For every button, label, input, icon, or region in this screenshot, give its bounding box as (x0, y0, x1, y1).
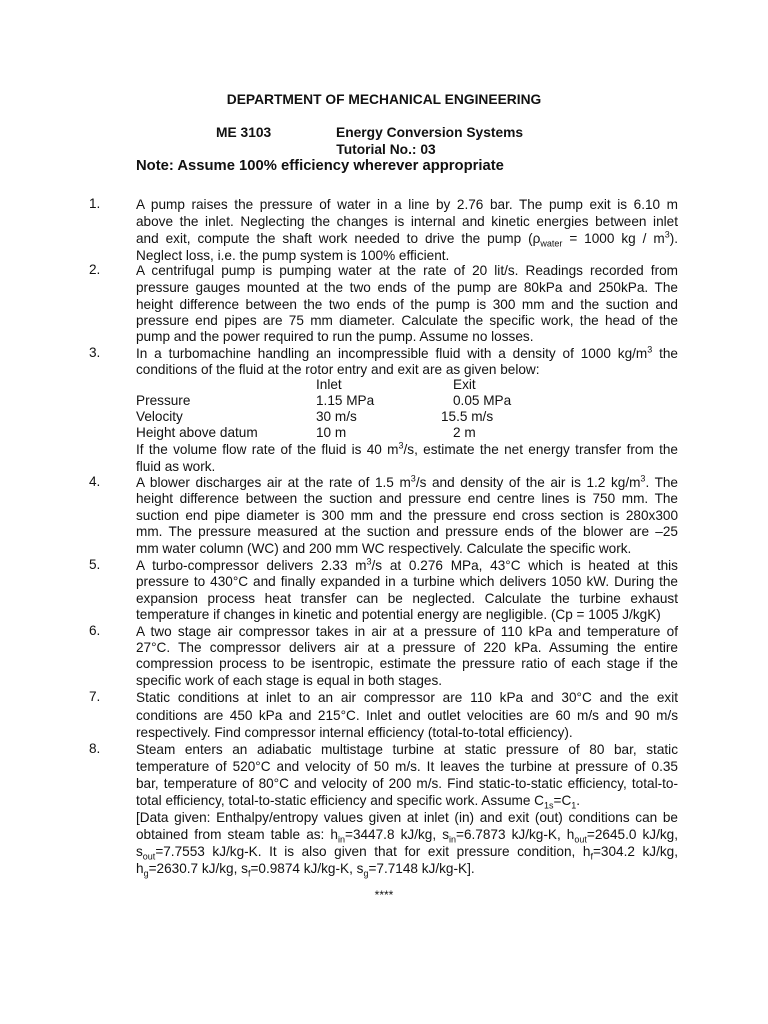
q3-line-2: conditions of the fluid at the rotor entry and exit are as given below: (136, 362, 540, 377)
q7-line-2: conditions are 450 kPa and 215°C. Inlet and outlet velocities are 60 m/s and 90 m/s (136, 708, 678, 723)
q8-line-8: $h_g=2630.7$ kJ/kg, $s_f=0.9874$ kJ/kg-K, $s_g=7.7148$ kJ/kg-K]. (136, 861, 475, 879)
q5-line-3: expansion process heat transfer can be neglected. Calculate the turbine exhaust (136, 591, 678, 606)
q1-line-1: A pump raises the pressure of water in a line by 2.76 bar. The pump exit is 6.10 m (136, 197, 678, 212)
q3-line-4: fluid as work. (136, 459, 216, 474)
q5-line-4: temperature if changes in kinetic and potential energy are negligible. (Cp = 1005 J/kgK) (136, 607, 661, 622)
q3-line-1: In a turbomachine handling an incompressible fluid with a density of 1000 $kg/m^3$ the (136, 344, 678, 361)
q7-line-1: Static conditions at inlet to an air compressor are 110 kPa and 30°C and the exit (136, 690, 678, 705)
table-cell-inlet: 30 m/s (316, 409, 357, 424)
q6-line-4: specific work of each stage is equal in both stages. (136, 673, 443, 688)
course-code: ME 3103 (216, 125, 272, 140)
course-title: Energy Conversion Systems (336, 125, 524, 140)
q2-line-2: pressure gauges mounted at the two ends of the pump are 80kPa and 250kPa. The (136, 280, 678, 295)
table-row-label: Pressure (136, 393, 191, 408)
q2-line-5: pump and the power required to run the pump. Assume no losses. (136, 329, 534, 344)
q8-line-6: obtained from steam table as: $h_{in}=3447.8$ kJ/kg, $s_{in}=6.7873$ kJ/kg-K, $h_{out}=2645.0$ kJ/kg, (136, 827, 678, 845)
tutorial-number: Tutorial No.: 03 (336, 142, 436, 157)
end-marker: **** (374, 888, 394, 902)
q8-line-2: temperature of 520°C and velocity of 50 m/s. It leaves the turbine at pressure of 0.35 (136, 759, 678, 774)
table-cell-exit: 0.05 MPa (453, 393, 512, 408)
q4-line-3: suction end pipe diameter is 300 mm and the pressure end cross section is 280x300 (136, 508, 678, 523)
table-header-exit: Exit (453, 377, 476, 392)
q8-line-7: $s_{out}=7.7553$ kJ/kg-K. It is also given that for exit pressure condition, $h_f=304.2$ kJ/kg, (136, 844, 678, 862)
q8-line-4: total efficiency, total-to-static efficiency and specific work. Assume $C_{1s}=C_1$. (136, 793, 581, 811)
q4-line-2: height difference between the suction and pressure end centre lines is 750 mm. The (136, 491, 678, 506)
efficiency-note: Note: Assume 100% efficiency wherever appropriate (136, 158, 504, 174)
question-number-5: 5. (89, 557, 101, 572)
question-number-4: 4. (89, 474, 101, 489)
table-cell-exit: 2 m (453, 425, 476, 440)
q6-line-1: A two stage air compressor takes in air at a pressure of 110 kPa and temperature of (136, 624, 678, 639)
q2-line-4: pressure end pipes are 75 mm diameter. Calculate the specific work, the head of the (136, 313, 678, 328)
table-cell-exit: 15.5 m/s (441, 409, 494, 424)
table-header-inlet: Inlet (316, 377, 342, 392)
q7-line-3: respectively. Find compressor internal efficiency (total-to-total efficiency). (136, 725, 573, 740)
q8-line-3: bar, temperature of 80°C and velocity of 200 m/s. Find static-to-static efficiency, total-to- (136, 776, 678, 791)
question-number-7: 7. (89, 689, 101, 704)
question-number-8: 8. (89, 741, 101, 756)
table-row-label: Height above datum (136, 425, 258, 440)
q3-line-3: If the volume flow rate of the fluid is 40 $m^3/s$, estimate the net energy transfer from the (136, 440, 678, 457)
q4-line-5: mm water column (WC) and 200 mm WC respectively. Calculate the specific work. (136, 541, 632, 556)
q4-line-1: A blower discharges air at the rate of 1.5 $m^3/s$ and density of the air is 1.2 $kg/m^3$. The (136, 473, 678, 490)
department-heading: DEPARTMENT OF MECHANICAL ENGINEERING (226, 92, 542, 107)
q5-line-1: A turbo-compressor delivers 2.33 $m^3/s$ at 0.276 MPa, 43°C which is heated at this (136, 556, 678, 573)
q1-line-3: and exit, compute the shaft work needed to drive the pump ($\rho_{water} = 1000$ kg / $m^3$). (136, 229, 679, 249)
q8-line-1: Steam enters an adiabatic multistage turbine at static pressure of 80 bar, static (136, 742, 678, 757)
q6-line-2: 27°C. The compressor delivers air at a pressure of 220 kPa. Assuming the entire (136, 640, 678, 655)
table-cell-inlet: 10 m (316, 425, 347, 440)
table-cell-inlet: 1.15 MPa (316, 393, 375, 408)
q2-line-3: height difference between the two ends of the pump is 300 mm and the suction and (136, 297, 678, 312)
table-row-label: Velocity (136, 409, 183, 424)
q8-line-5: [Data given: Enthalpy/entropy values given at inlet (in) and exit (out) conditions can be (136, 810, 678, 825)
q1-line-2: above the inlet. Neglecting the changes is internal and kinetic energies between inlet (136, 214, 678, 229)
question-number-1: 1. (89, 196, 101, 211)
q2-line-1: A centrifugal pump is pumping water at the rate of 20 lit/s. Readings recorded from (136, 263, 678, 278)
q6-line-3: compression process to be isentropic, estimate the pressure ratio of each stage if the (136, 656, 678, 671)
q1-line-4: Neglect loss, i.e. the pump system is 100% efficient. (136, 248, 450, 263)
q5-line-2: pressure to 430°C and finally expanded in a turbine which delivers 1050 kW. During the (136, 574, 678, 589)
question-number-6: 6. (89, 623, 101, 638)
q4-line-4: mm. The pressure measured at the suction and pressure ends of the blower are –25 (136, 524, 678, 539)
question-number-2: 2. (89, 262, 101, 277)
question-number-3: 3. (89, 345, 101, 360)
